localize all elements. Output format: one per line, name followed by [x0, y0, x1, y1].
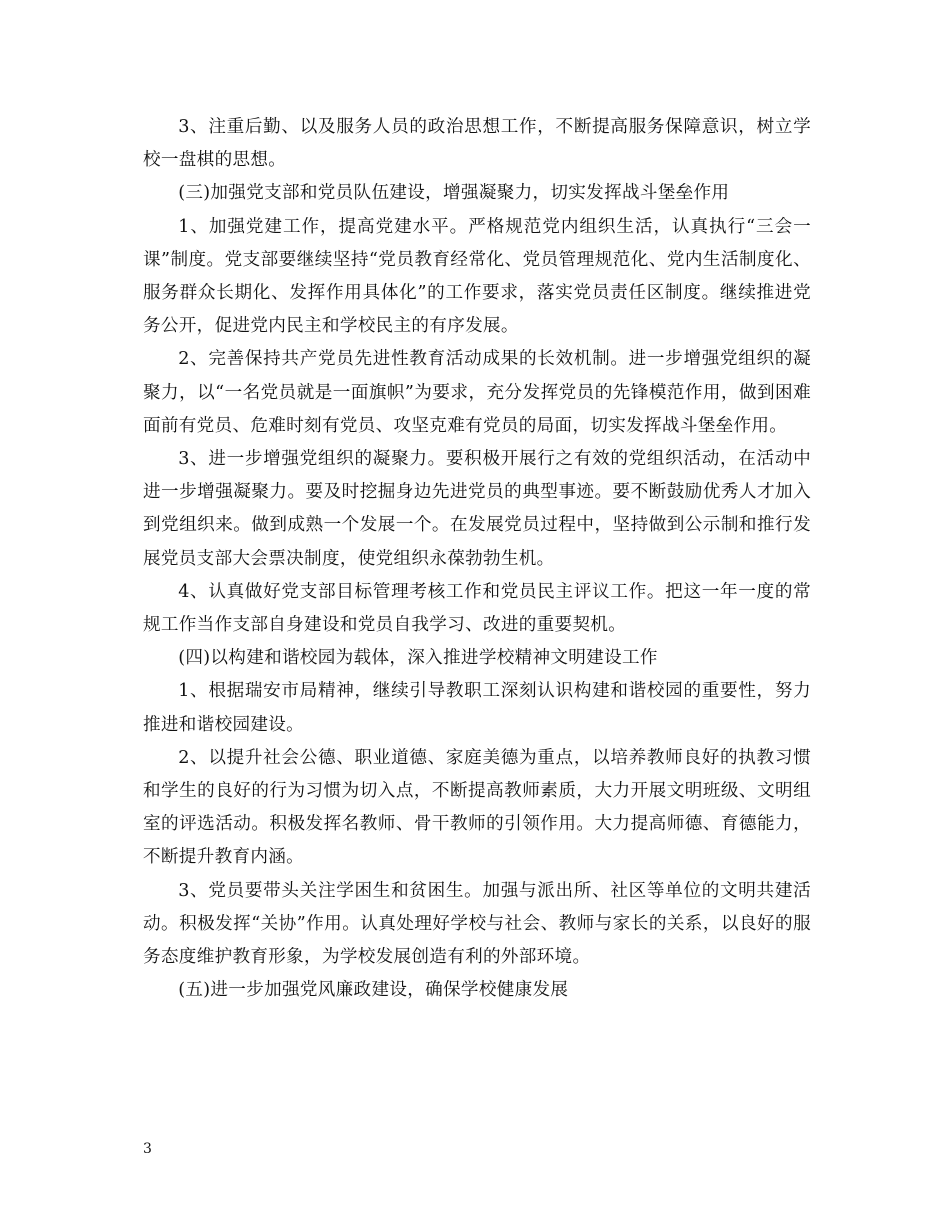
paragraph-cohesion: 3、进一步增强党组织的凝聚力。要积极开展行之有效的党组织活动，在活动中进一步增强凝聚力。要及时挖掘身边先进党员的典型事迹。要不断鼓励优秀人才加入到党组织来。做到成熟一个发展一个。在发展党员过程中，坚持做到公示制和推行发展党员支部大会票决制度，使党组织永葆勃勃生机。 — [143, 449, 811, 569]
section-heading-party-branch: (三)加强党支部和党员队伍建设，增强凝聚力，切实发挥战斗堡垒作用 — [178, 183, 730, 204]
paragraph-logistics-political-work: 3、注重后勤、以及服务人员的政治思想工作，不断提高服务保障意识，树立学校一盘棋的思想。 — [143, 117, 811, 171]
paragraph-struggling-students: 3、党员要带头关注学困生和贫困生。加强与派出所、社区等单位的文明共建活动。积极发挥“关协”作用。认真处理好学校与社会、教师与家长的关系，以良好的服务态度维护教育形象，为学校发展创造有利的外部环境。 — [143, 880, 811, 968]
section-heading-harmonious-campus: (四)以构建和谐校园为载体，深入推进学校精神文明建设工作 — [178, 648, 658, 669]
paragraph-long-term-mechanism: 2、完善保持共产党员先进性教育活动成果的长效机制。进一步增强党组织的凝聚力，以“一名党员就是一面旗帜”为要求，充分发挥党员的先锋模范作用，做到困难面前有党员、危难时刻有党员、攻坚克难有党员的局面，切实发挥战斗堡垒作用。 — [143, 349, 811, 436]
paragraph-party-building: 1、加强党建工作，提高党建水平。严格规范党内组织生活，认真执行“三会一课”制度。党支部要继续坚持“党员教育经常化、党员管理规范化、党内生活制度化、服务群众长期化、发挥作用具体化”的工作要求，落实党员责任区制度。继续推进党务公开，促进党内民主和学校民主的有序发展。 — [143, 216, 811, 337]
paragraph-ruian-bureau: 1、根据瑞安市局精神，继续引导教职工深刻认识构建和谐校园的重要性，努力推进和谐校园建设。 — [143, 681, 811, 735]
paragraph-target-management: 4、认真做好党支部目标管理考核工作和党员民主评议工作。把这一年一度的常规工作当作支部自身建设和党员自我学习、改进的重要契机。 — [143, 581, 811, 636]
document-body — [143, 111, 811, 1007]
page-number: 3 — [143, 1141, 152, 1157]
section-heading-clean-government: (五)进一步加强党风廉政建设，确保学校健康发展 — [178, 980, 569, 1001]
paragraph-social-morality: 2、以提升社会公德、职业道德、家庭美德为重点，以培养教师良好的执教习惯和学生的良好的行为习惯为切入点，不断提高教师素质，大力开展文明班级、文明组室的评选活动。积极发挥名教师、骨干教师的引领作用。大力提高师德、育德能力，不断提升教育内涵。 — [143, 747, 811, 868]
